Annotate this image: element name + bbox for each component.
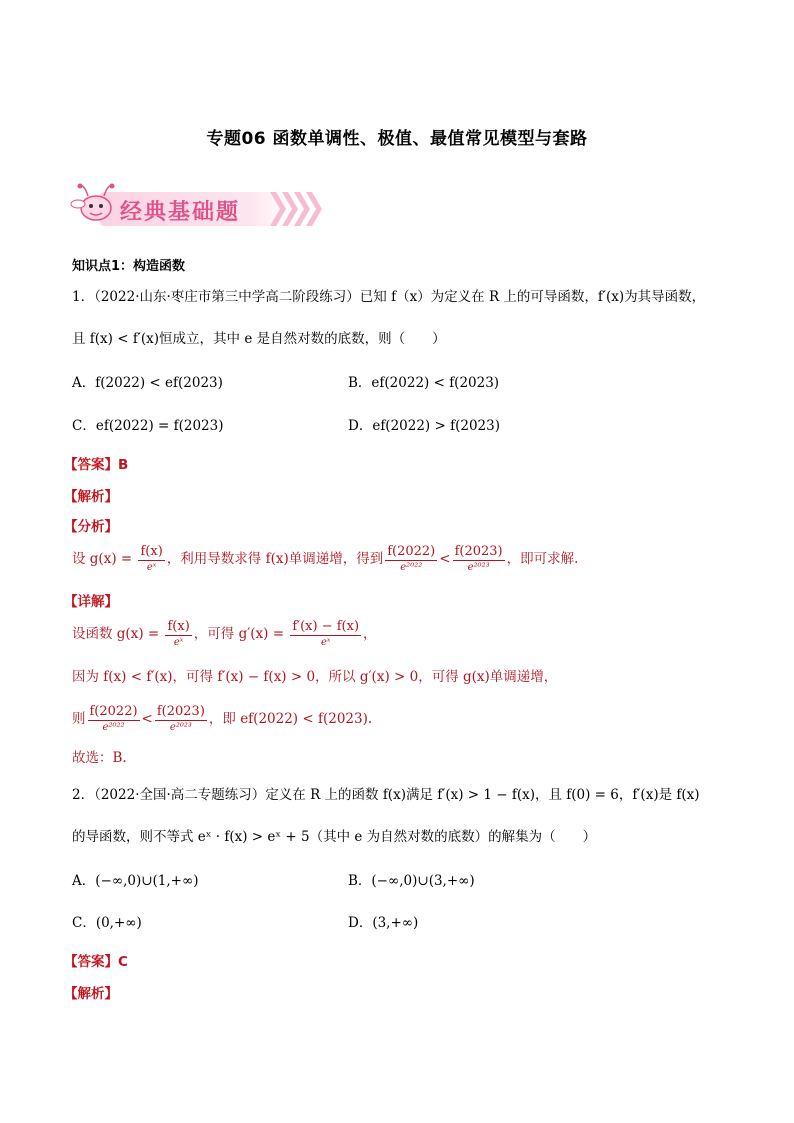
fraction-denominator: eˣ — [320, 637, 331, 648]
q1-xiangjie-label: 【详解】 — [64, 594, 118, 610]
fraction-denominator: e²⁰²² — [400, 562, 423, 573]
fenxi-fraction-2023 — [453, 544, 505, 575]
detail-prefix: 设函数 g(x) = — [72, 626, 164, 642]
less-than-sign: < — [439, 551, 451, 567]
q1-fenxi-text — [72, 544, 578, 575]
q1-answer: 【答案】B — [64, 457, 129, 473]
q1-detail-line2: 因为 f(x) < f′(x)，可得 f′(x) − f(x) > 0，所以 g′(x) > 0，可得 g(x)单调递增， — [72, 669, 558, 685]
detail-fraction-2022 — [88, 704, 140, 735]
q1-detail-line1 — [72, 619, 377, 650]
section-banner — [70, 178, 326, 232]
detail-fraction-derivative — [290, 619, 361, 650]
q1-stem-line2: 且 f(x) < f′(x)恒成立，其中 e 是自然对数的底数，则（ ） — [72, 331, 446, 347]
q1-option-b: B．ef(2022) < f(2023) — [348, 375, 500, 391]
fraction-numerator: f(2022) — [387, 544, 436, 559]
q2-answer: 【答案】C — [64, 954, 128, 970]
fraction-numerator: f(2022) — [89, 704, 138, 719]
fraction-numerator: f(x) — [167, 619, 190, 634]
detail-then: 则 — [72, 711, 86, 727]
q1-jiexi-label: 【解析】 — [64, 489, 118, 505]
q1-option-a: A．f(2022) < ef(2023) — [72, 375, 223, 391]
q2-option-d: D．(3,+∞) — [348, 915, 419, 931]
fraction-denominator: e²⁰²³ — [467, 562, 490, 573]
fenxi-fraction-gx — [138, 544, 164, 575]
q1-choose: 故选：B. — [72, 750, 127, 766]
fenxi-prefix: 设 g(x) = — [72, 551, 137, 567]
q2-stem-line2: 的导函数，则不等式 eˣ · f(x) > eˣ + 5（其中 e 为自然对数的底数）的解集为（ ） — [72, 829, 597, 845]
less-than-sign: < — [141, 711, 153, 727]
q1-fenxi-label: 【分析】 — [64, 519, 118, 535]
detail-middle: ，可得 g′(x) = — [193, 626, 289, 642]
q1-option-c: C．ef(2022) = f(2023) — [72, 418, 224, 434]
fraction-denominator: e²⁰²² — [102, 722, 125, 733]
q2-stem-line1: 2．（2022·全国·高二专题练习）定义在 R 上的函数 f(x)满足 f′(x) > 1 − f(x)，且 f(0) = 6，f′(x)是 f(x) — [72, 787, 700, 803]
fraction-denominator: e²⁰²³ — [169, 722, 192, 733]
banner-title: 经典基础题 — [120, 200, 241, 225]
q2-option-a: A．(−∞,0)∪(1,+∞) — [72, 873, 199, 889]
fraction-denominator: eˣ — [146, 562, 157, 573]
q1-stem-line1: 1．（2022·山东·枣庄市第三中学高二阶段练习）已知 f（x）为定义在 R 上的可导函数，f′(x)为其导函数， — [72, 289, 706, 305]
section-label: 知识点1：构造函数 — [72, 259, 186, 274]
page-title: 专题06 函数单调性、极值、最值常见模型与套路 — [206, 129, 588, 149]
fenxi-middle: ，利用导数求得 f(x)单调递增，得到 — [166, 551, 384, 567]
fraction-numerator: f′(x) − f(x) — [292, 619, 360, 634]
q2-option-b: B．(−∞,0)∪(3,+∞) — [348, 873, 475, 889]
fraction-numerator: f(x) — [140, 544, 163, 559]
q1-option-d: D．ef(2022) > f(2023) — [348, 418, 500, 434]
fraction-numerator: f(2023) — [454, 544, 503, 559]
detail-conclusion: ，即 ef(2022) < f(2023). — [208, 711, 373, 727]
q1-detail-line3 — [72, 704, 372, 735]
detail-fraction-2023 — [155, 704, 207, 735]
fraction-numerator: f(2023) — [156, 704, 205, 719]
fraction-denominator: eˣ — [173, 637, 184, 648]
fenxi-fraction-2022 — [385, 544, 437, 575]
q2-option-c: C．(0,+∞) — [72, 915, 142, 931]
q2-jiexi-label: 【解析】 — [64, 986, 118, 1002]
detail-end: ， — [363, 626, 377, 642]
detail-fraction-gx — [165, 619, 191, 650]
fenxi-end: ，即可求解. — [506, 551, 579, 567]
